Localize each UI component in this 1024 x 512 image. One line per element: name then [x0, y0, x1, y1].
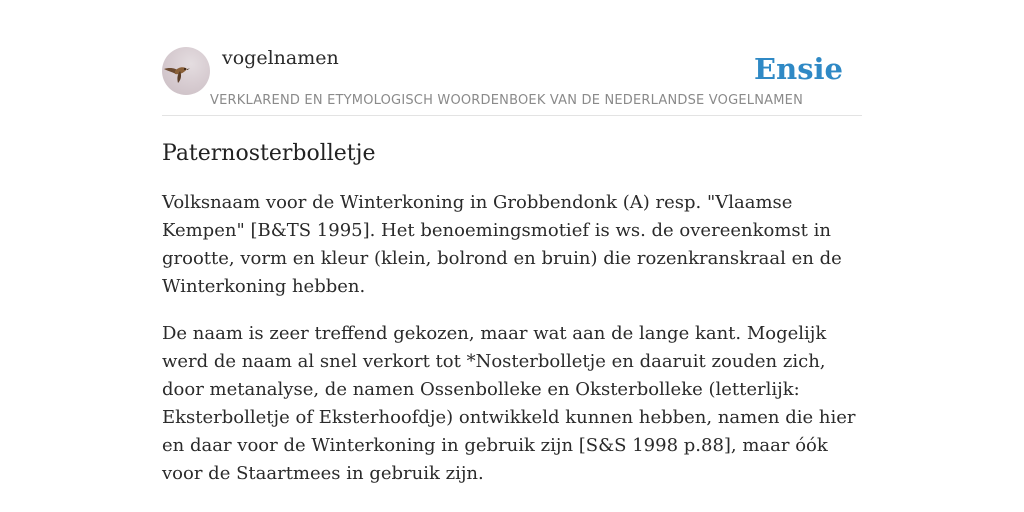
entry-paragraph-1: Volksnaam voor de Winterkoning in Grobbendonk (A) resp. "Vlaamse Kempen" [B&TS 1995]. Het benoemingsmotief is ws. de overeenkomst in grootte, vorm en kleur (klein, bolrond en bruin) die rozenkranskraal en de Winterkoning hebben.	[162, 192, 842, 297]
ensie-logo-link[interactable]: Ensie	[754, 52, 843, 86]
entry-title: Paternosterbolletje	[162, 141, 376, 166]
header	[162, 46, 862, 116]
dictionary-name-link[interactable]: vogelnamen	[222, 47, 339, 69]
entry-content	[162, 138, 862, 507]
entry-paragraph-2: De naam is zeer treffend gekozen, maar wat aan de lange kant. Mogelijk werd de naam al snel verkort tot *Nosterbolletje en daaruit zouden zich, door metanalyse, de namen Ossenbolleke en Oksterbolleke (letterlijk: Eksterbolletje of Eksterhoofdje) ontwikkeld kunnen hebben, namen die hier en daar voor de Winterkoning in gebruik zijn [S&S 1998 p.88], maar óók voor de Staartmees in gebruik zijn.	[162, 323, 856, 484]
dictionary-subtitle: VERKLAREND EN ETYMOLOGISCH WOORDENBOEK VAN DE NEDERLANDSE VOGELNAMEN	[210, 93, 804, 108]
bird-avatar-icon[interactable]	[162, 47, 210, 95]
